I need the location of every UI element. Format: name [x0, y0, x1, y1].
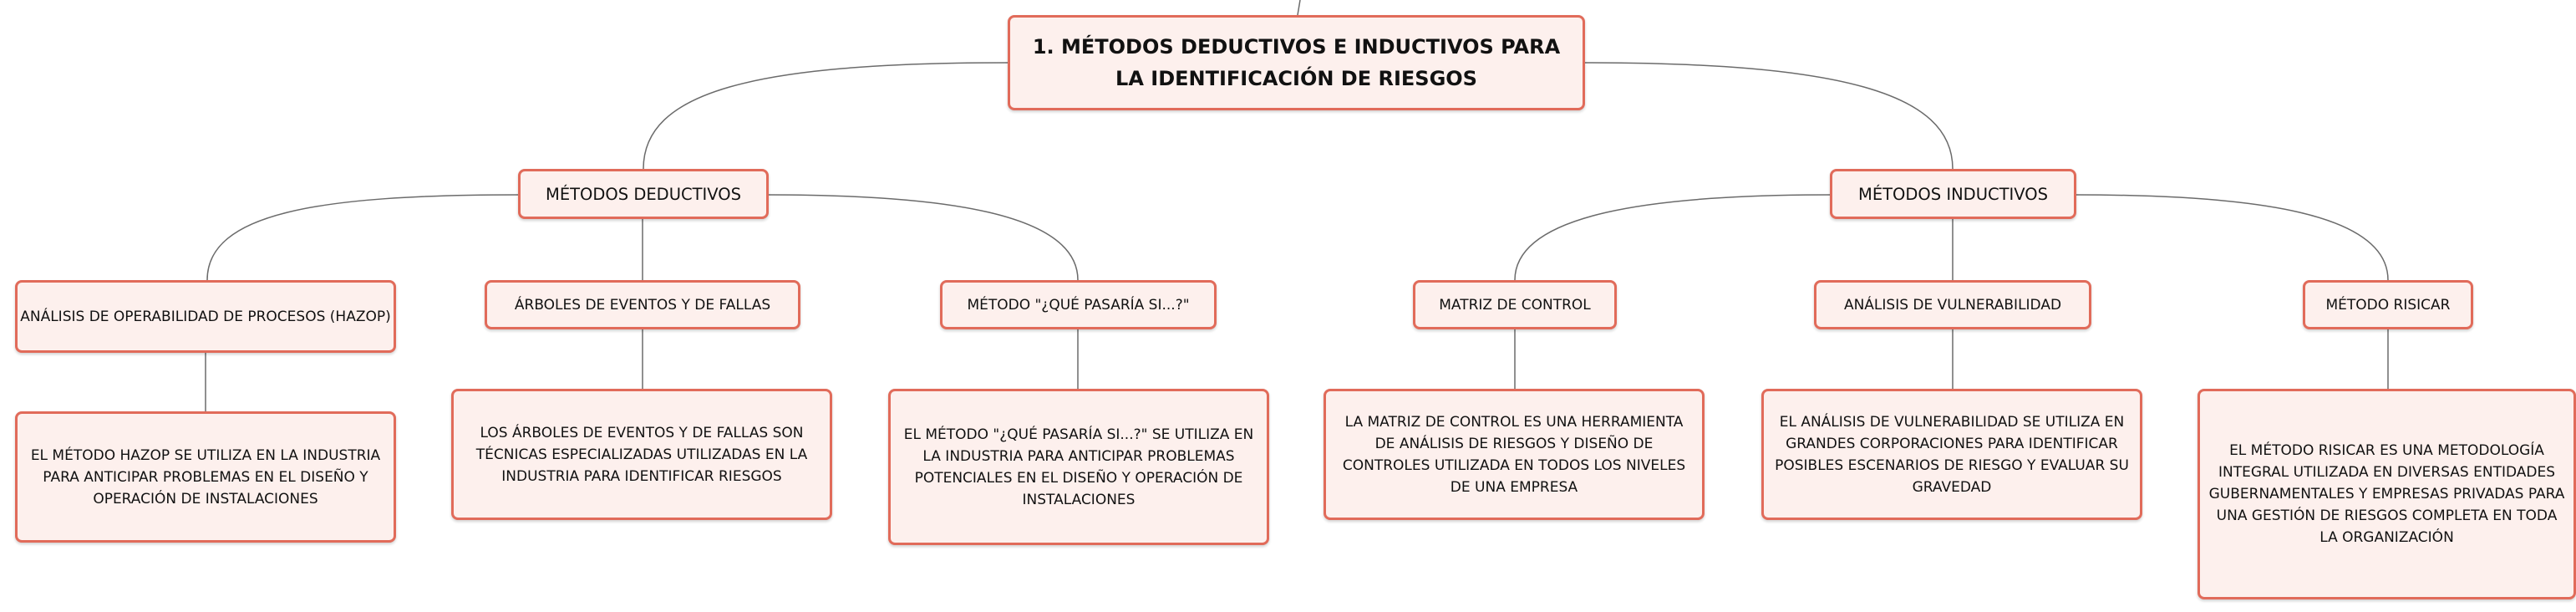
description-risicar-text: EL MÉTODO RISICAR ES UNA METODOLOGÍA INTEGRAL UTILIZADA EN DIVERSAS ENTIDADES GUBERNAMENTALES Y EMPRESAS PRIVADAS PARA UNA GESTIÓN DE RIESGOS COMPLETA EN TODA LA ORGANIZACIÓN	[2208, 442, 2565, 546]
connector-inductive-risicar	[2076, 195, 2388, 280]
connector-deductive-quepasaria	[769, 195, 1078, 280]
subtopic-vulnerabilidad-label: ANÁLISIS DE VULNERABILIDAD	[1843, 296, 2062, 314]
description-vulnerabilidad-text: EL ANÁLISIS DE VULNERABILIDAD SE UTILIZA EN GRANDES CORPORACIONES PARA IDENTIFICAR POSIBLES ESCENARIOS DE RIESGO Y EVALUAR SU GRAVEDAD	[1775, 413, 2129, 496]
subtopic-matriz-control[interactable]	[1413, 280, 1617, 329]
branch-deductive[interactable]	[518, 169, 769, 219]
connector-root-inductive	[1585, 63, 1953, 169]
description-risicar[interactable]	[2197, 389, 2576, 599]
branch-inductive-label: MÉTODOS INDUCTIVOS	[1858, 184, 2048, 204]
subtopic-que-pasaria[interactable]	[940, 280, 1217, 329]
connector-root-deductive	[643, 63, 1008, 169]
description-arboles-text: LOS ÁRBOLES DE EVENTOS Y DE FALLAS SON TÉCNICAS ESPECIALIZADAS UTILIZADAS EN LA INDUSTRIA PARA IDENTIFICAR RIESGOS	[475, 424, 808, 485]
subtopic-matriz-control-label: MATRIZ DE CONTROL	[1439, 296, 1591, 314]
description-matriz-control[interactable]	[1324, 389, 1705, 520]
subtopic-arboles-label: ÁRBOLES DE EVENTOS Y DE FALLAS	[514, 296, 771, 314]
branch-deductive-label: MÉTODOS DEDUCTIVOS	[546, 184, 741, 204]
subtopic-risicar[interactable]	[2303, 280, 2473, 329]
subtopic-hazop[interactable]	[15, 280, 396, 353]
branch-inductive[interactable]	[1830, 169, 2076, 219]
description-que-pasaria[interactable]	[888, 389, 1269, 545]
description-arboles[interactable]	[451, 389, 832, 520]
connector-inductive-matriz	[1515, 195, 1830, 280]
subtopic-vulnerabilidad[interactable]	[1814, 280, 2091, 329]
root-topic-label: 1. MÉTODOS DEDUCTIVOS E INDUCTIVOS PARA LA IDENTIFICACIÓN DE RIESGOS	[1032, 35, 1561, 90]
subtopic-que-pasaria-label: MÉTODO "¿QUÉ PASARÍA SI...?"	[967, 296, 1190, 314]
connector-deductive-hazop	[207, 195, 518, 280]
subtopic-risicar-label: MÉTODO RISICAR	[2325, 296, 2451, 314]
description-matriz-control-text: LA MATRIZ DE CONTROL ES UNA HERRAMIENTA DE ANÁLISIS DE RIESGOS Y DISEÑO DE CONTROLES UTILIZADA EN TODOS LOS NIVELES DE UNA EMPRESA	[1342, 413, 1686, 496]
description-vulnerabilidad[interactable]	[1761, 389, 2142, 520]
description-hazop[interactable]	[15, 411, 396, 543]
subtopic-arboles[interactable]	[485, 280, 800, 329]
subtopic-hazop-label: ANÁLISIS DE OPERABILIDAD DE PROCESOS (HAZOP)	[20, 308, 391, 325]
root-topic[interactable]	[1008, 15, 1585, 110]
connector-root-top	[1298, 0, 1300, 15]
description-hazop-text: EL MÉTODO HAZOP SE UTILIZA EN LA INDUSTRIA PARA ANTICIPAR PROBLEMAS EN EL DISEÑO Y OPERACIÓN DE INSTALACIONES	[30, 446, 381, 507]
description-que-pasaria-text: EL MÉTODO "¿QUÉ PASARÍA SI...?" SE UTILIZA EN LA INDUSTRIA PARA ANTICIPAR PROBLEMAS POTENCIALES EN EL DISEÑO Y OPERACIÓN DE INSTALACIONES	[903, 426, 1254, 508]
